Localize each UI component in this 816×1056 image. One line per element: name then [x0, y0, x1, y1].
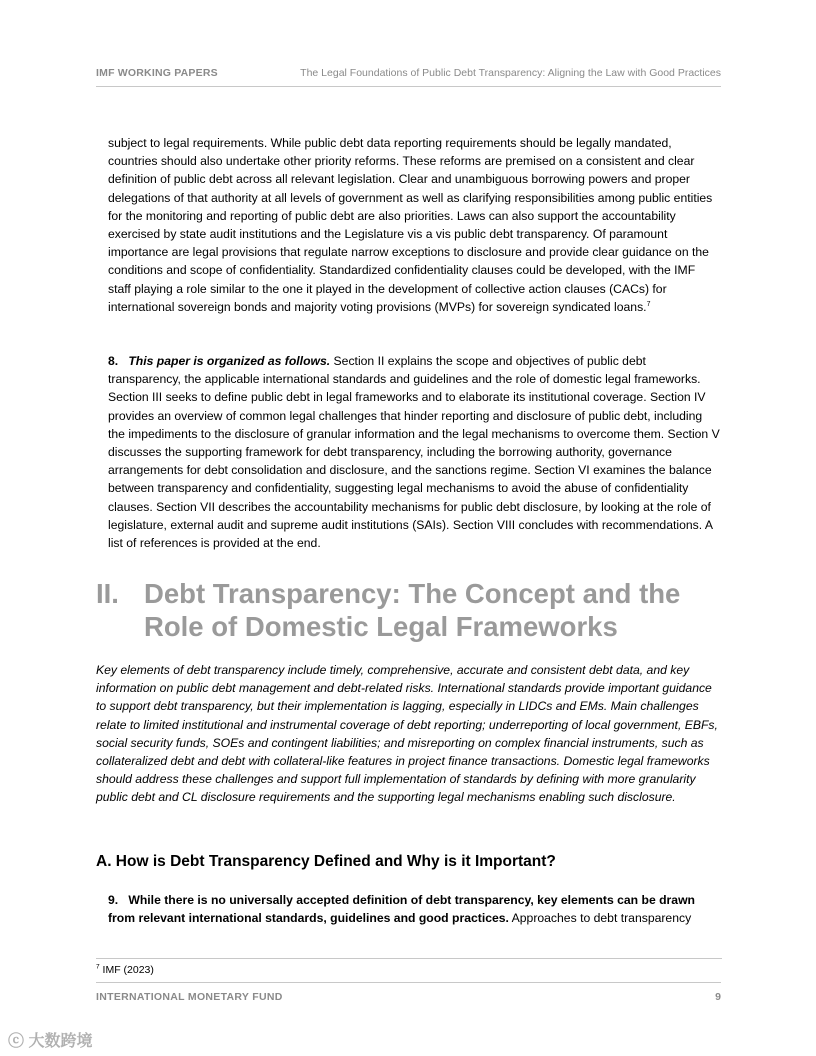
page-number: 9 [715, 991, 721, 1003]
header-series-title: IMF WORKING PAPERS [96, 67, 218, 79]
section-abstract: Key elements of debt transparency include timely, comprehensive, accurate and consistent debt data, and key information on public debt management and debt-related risks. International standards provide important guidance to support debt transparency, but their implementation is lagging, especially in LIDCs and EMs. Main challenges relate to limited institutional and instrumental coverage of debt reporting; underreporting of local government, EBFs, social security funds, SOEs and contingent liabilities; and misreporting on complex financial instruments, such as collateralized debt and debt with collateral-like features in project finance transactions. Domestic legal frameworks should address these challenges and support full implementation of standards by defining with more granularity public debt and CL disclosure requirements and the supporting legal mechanisms enabling such disclosure. [96, 663, 718, 805]
paragraph-8-number: 8. [108, 354, 119, 368]
watermark-logo [8, 1028, 92, 1051]
paragraph-9 [108, 891, 720, 927]
page-header [96, 67, 721, 87]
section-title: Debt Transparency: The Concept and the Role of Domestic Legal Frameworks [144, 578, 681, 642]
paragraph-1-text: subject to legal requirements. While public debt data reporting requirements should be legally mandated, countries should also undertake other priority reforms. These reforms are premised on a consistent and clear definition of public debt across all relevant legislation. Clear and unambiguous borrowing powers and proper delegations of that authority at all levels of government as well as clarifying responsibilities among public entities for the monitoring and reporting of public debt are also priorities. Laws can also support the accountability exercised by state audit institutions and the Legislature vis a vis public debt transparency. Of paramount importance are legal provisions that regulate narrow exceptions to disclosure and provide clear guidance on the conditions and scope of confidentiality. Standardized confidentiality clauses could be developed, with the IMF staff playing a role similar to the one it played in the development of collective action clauses (CACs) for international sovereign bonds and majority voting provisions (MVPs) for sovereign syndicated loans. [108, 136, 713, 314]
watermark-icon: ⓒ [8, 1033, 25, 1050]
footnote-divider [96, 958, 722, 959]
paragraph-8 [108, 352, 720, 552]
footnote-number: 7 [96, 963, 100, 971]
page-footer [96, 982, 721, 1003]
footnote-ref-7[interactable]: 7 [646, 300, 651, 308]
paragraph-9-number: 9. [108, 893, 119, 907]
paragraph-8-lead: This paper is organized as follows. [128, 354, 331, 368]
footer-organization: INTERNATIONAL MONETARY FUND [96, 991, 283, 1003]
watermark-text: 大数跨境 [28, 1033, 93, 1050]
footnote-7 [96, 964, 154, 976]
paragraph-9-text: Approaches to debt transparency [508, 911, 692, 926]
section-number: II. [96, 578, 119, 609]
header-paper-title: The Legal Foundations of Public Debt Transparency: Aligning the Law with Good Practices [300, 67, 721, 79]
subsection-heading: A. How is Debt Transparency Defined and Why is it Important? [96, 853, 556, 870]
paragraph-9-lead: While there is no universally accepted definition of debt transparency, key elements can be drawn from relevant international standards, guidelines and good practices. [108, 893, 695, 926]
paragraph-continued [108, 134, 720, 316]
paragraph-8-text: Section II explains the scope and objectives of public debt transparency, the applicable international standards and guidelines and the role of domestic legal frameworks. Section III seeks to define public debt in legal frameworks and to elaborate its institutional coverage. Section IV provides an overview of common legal challenges that hinder reporting and disclosure of public debt, including the impediments to the disclosure of granular information and the legal mechanisms to overcome them. Section V discusses the supporting framework for debt transparency, including the borrowing authority, governance arrangements for debt consolidation and disclosure, and the sanctions regime. Section VI examines the balance between transparency and confidentiality, suggesting legal mechanisms to avoid the abuse of confidentiality clauses. Section VII describes the accountability mechanisms for public debt disclosure, by looking at the role of legislature, external audit and supreme audit institutions (SAIs). Section VIII concludes with recommendations. A list of references is provided at the end. [108, 354, 720, 551]
footnote-text: IMF (2023) [102, 964, 154, 976]
